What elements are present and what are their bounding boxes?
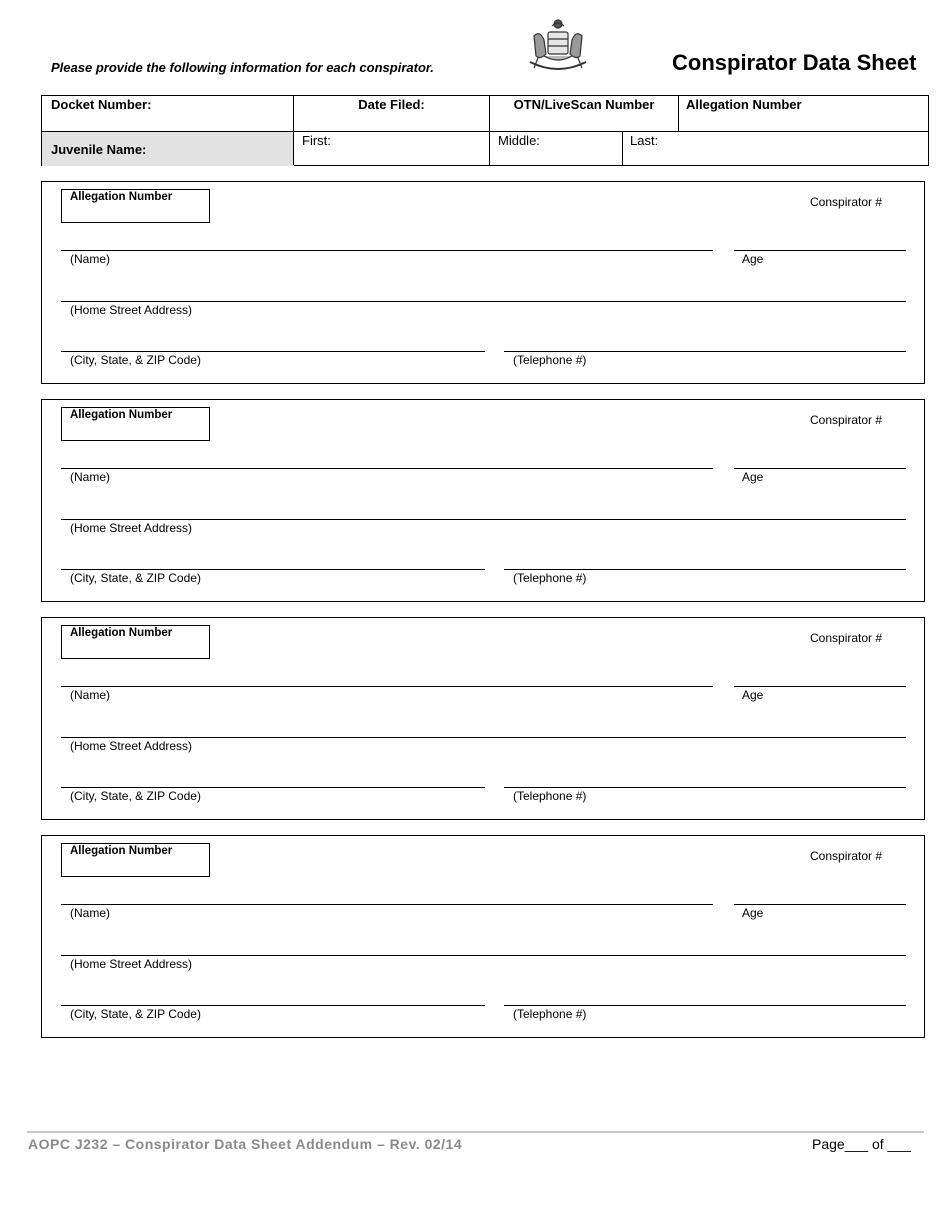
conspirator-block <box>41 617 925 820</box>
home-address-line[interactable] <box>61 519 906 520</box>
first-name-field[interactable]: First: <box>302 133 331 148</box>
conspirator-number-label: Conspirator # <box>810 195 883 209</box>
city-state-zip-label: (City, State, & ZIP Code) <box>70 1007 201 1021</box>
city-state-zip-line[interactable] <box>61 1005 485 1006</box>
otn-livescan-field[interactable]: OTN/LiveScan Number <box>513 97 655 112</box>
date-filed-field[interactable]: Date Filed: <box>358 97 425 112</box>
page-title: Conspirator Data Sheet <box>672 50 917 75</box>
age-label: Age <box>742 906 764 920</box>
col-divider <box>678 96 679 131</box>
docket-number-field[interactable]: Docket Number: <box>51 97 152 112</box>
pennsylvania-seal-icon <box>524 18 592 76</box>
allegation-number-box[interactable]: Allegation Number <box>61 625 210 659</box>
home-address-label: (Home Street Address) <box>70 303 193 317</box>
home-address-label: (Home Street Address) <box>70 521 193 535</box>
city-state-zip-label: (City, State, & ZIP Code) <box>70 571 201 585</box>
telephone-line[interactable] <box>504 787 906 788</box>
conspirator-number-label: Conspirator # <box>810 849 883 863</box>
city-state-zip-line[interactable] <box>61 787 485 788</box>
conspirator-number-label: Conspirator # <box>810 413 883 427</box>
conspirator-number-label: Conspirator # <box>810 631 883 645</box>
row-divider <box>42 131 928 132</box>
name-label: (Name) <box>70 688 111 702</box>
home-address-line[interactable] <box>61 955 906 956</box>
form-identifier: AOPC J232 – Conspirator Data Sheet Addendum – Rev. 02/14 <box>28 1136 463 1152</box>
telephone-label: (Telephone #) <box>513 353 587 367</box>
juvenile-name-label: Juvenile Name: <box>51 142 147 157</box>
city-state-zip-line[interactable] <box>61 351 485 352</box>
name-line[interactable] <box>61 904 713 905</box>
age-line[interactable] <box>734 686 906 687</box>
home-address-line[interactable] <box>61 301 906 302</box>
telephone-label: (Telephone #) <box>513 1007 587 1021</box>
name-label: (Name) <box>70 470 111 484</box>
age-line[interactable] <box>734 904 906 905</box>
allegation-number-field[interactable]: Allegation Number <box>686 97 802 112</box>
telephone-line[interactable] <box>504 569 906 570</box>
age-line[interactable] <box>734 468 906 469</box>
conspirator-block <box>41 835 925 1038</box>
col-divider <box>622 131 623 165</box>
city-state-zip-label: (City, State, & ZIP Code) <box>70 353 201 367</box>
name-label: (Name) <box>70 906 111 920</box>
home-address-label: (Home Street Address) <box>70 957 193 971</box>
instruction-text: Please provide the following information for each conspirator. <box>51 60 434 75</box>
age-label: Age <box>742 252 764 266</box>
allegation-number-box[interactable]: Allegation Number <box>61 189 210 223</box>
name-line[interactable] <box>61 468 713 469</box>
allegation-number-box[interactable]: Allegation Number <box>61 407 210 441</box>
telephone-label: (Telephone #) <box>513 571 587 585</box>
last-name-field[interactable]: Last: <box>630 133 659 148</box>
page-number-field[interactable]: Page___ of ___ <box>812 1136 911 1152</box>
name-line[interactable] <box>61 250 713 251</box>
telephone-label: (Telephone #) <box>513 789 587 803</box>
telephone-line[interactable] <box>504 351 906 352</box>
city-state-zip-line[interactable] <box>61 569 485 570</box>
home-address-label: (Home Street Address) <box>70 739 193 753</box>
footer-divider <box>27 1131 924 1133</box>
city-state-zip-label: (City, State, & ZIP Code) <box>70 789 201 803</box>
case-info-table <box>41 95 929 166</box>
age-label: Age <box>742 470 764 484</box>
telephone-line[interactable] <box>504 1005 906 1006</box>
allegation-number-box[interactable]: Allegation Number <box>61 843 210 877</box>
conspirator-block <box>41 399 925 602</box>
middle-name-field[interactable]: Middle: <box>498 133 540 148</box>
age-line[interactable] <box>734 250 906 251</box>
home-address-line[interactable] <box>61 737 906 738</box>
conspirator-block <box>41 181 925 384</box>
name-line[interactable] <box>61 686 713 687</box>
age-label: Age <box>742 688 764 702</box>
name-label: (Name) <box>70 252 111 266</box>
